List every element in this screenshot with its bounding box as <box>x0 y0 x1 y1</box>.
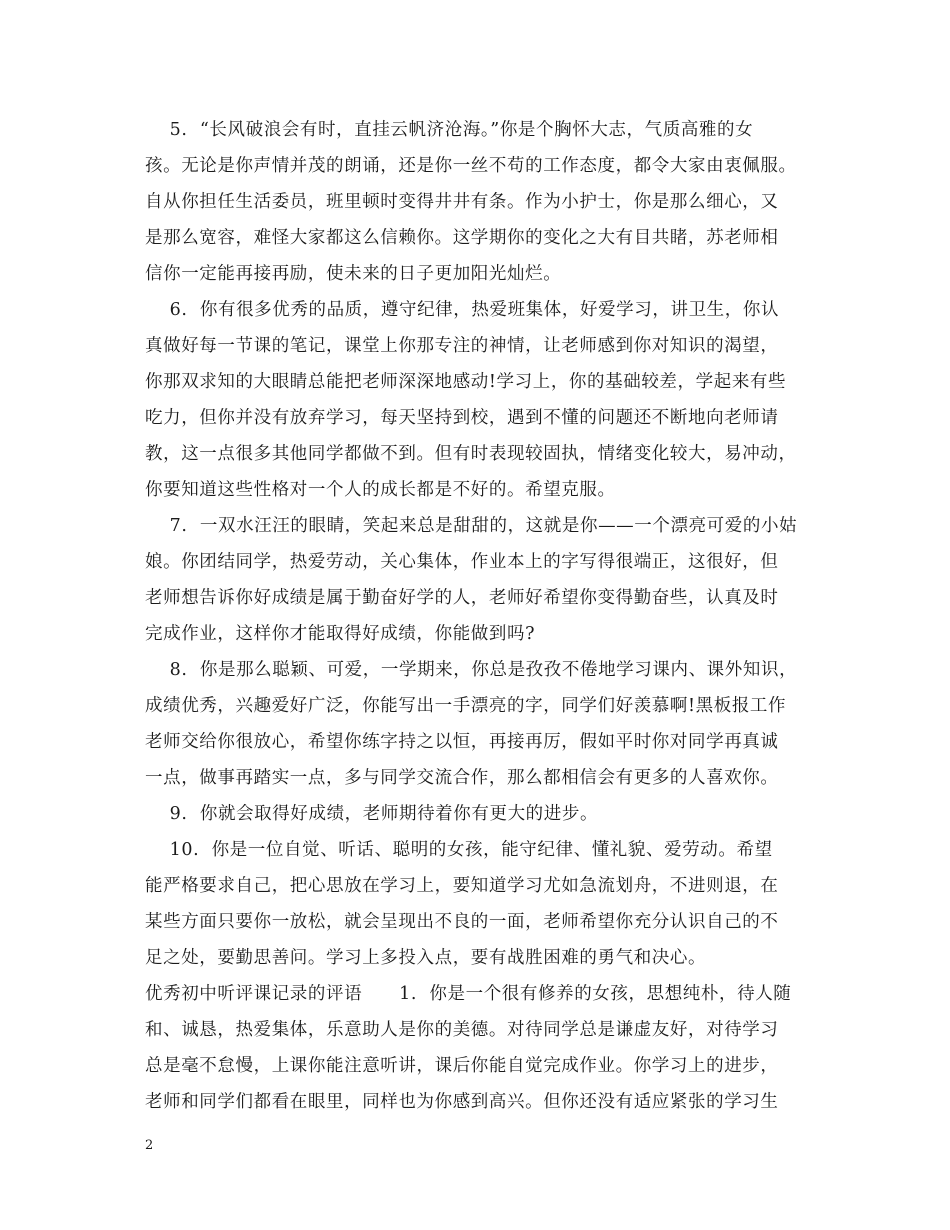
text-line: 6. 你有很多优秀的品质，遵守纪律，热爱班集体，好爱学习，讲卫生，你认 <box>145 300 780 320</box>
text-line: 吃力，但你并没有放弃学习，每天坚持到校，遇到不懂的问题还不断地向老师请 <box>145 408 779 428</box>
text-line: 信你一定能再接再励，使未来的日子更加阳光灿烂。 <box>145 264 562 284</box>
text-line: 老师和同学们都看在眼里，同样也为你感到高兴。但你还没有适应紧张的学习生 <box>145 1092 779 1112</box>
text-line: 8. 你是那么聪颖、可爱，一学期来，你总是孜孜不倦地学习课内、课外知识， <box>145 660 798 680</box>
text-line: 真做好每一节课的笔记，课堂上你那专注的神情，让老师感到你对知识的渴望， <box>145 336 779 356</box>
text-line: 一点，做事再踏实一点，多与同学交流合作，那么都相信会有更多的人喜欢你。 <box>145 768 779 788</box>
text-line: 老师交给你很放心，希望你练字持之以恒，再接再厉，假如平时你对同学再真诚 <box>145 732 779 752</box>
text-line: 自从你担任生活委员，班里顿时变得井井有条。作为小护士，你是那么细心，又 <box>145 192 779 212</box>
text-line: 和、诚恳，热爱集体，乐意助人是你的美德。对待同学总是谦虚友好，对待学习 <box>145 1020 779 1040</box>
text-line: 足之处，要勤思善问。学习上多投入点，要有战胜困难的勇气和决心。 <box>145 948 707 968</box>
page-number: 2 <box>145 1138 154 1153</box>
text-line: 总是毫不怠慢，上课你能注意听讲，课后你能自觉完成作业。你学习上的进步， <box>145 1056 779 1076</box>
text-line: 你那双求知的大眼睛总能把老师深深地感动!学习上，你的基础较差，学起来有些 <box>145 372 787 392</box>
text-line: 孩。无论是你声情并茂的朗诵，还是你一丝不苟的工作态度，都令大家由衷佩服。 <box>145 156 797 176</box>
text-line: 10. 你是一位自觉、听话、聪明的女孩，能守纪律、懂礼貌、爱劳动。希望 <box>145 840 773 860</box>
text-line: 是那么宽容，难怪大家都这么信赖你。这学期你的变化之大有目共睹，苏老师相 <box>145 228 779 248</box>
text-line: 7. 一双水汪汪的眼睛，笑起来总是甜甜的，这就是你——一个漂亮可爱的小姑 <box>145 516 798 536</box>
text-line: 老师想告诉你好成绩是属于勤奋好学的人，老师好希望你变得勤奋些，认真及时 <box>145 588 779 608</box>
text-line: 成绩优秀，兴趣爱好广泛，你能写出一手漂亮的字，同学们好羡慕啊!黑板报工作 <box>145 696 787 716</box>
text-line: 教，这一点很多其他同学都做不到。但有时表现较固执，情绪变化较大，易冲动， <box>145 444 797 464</box>
text-line: 能严格要求自己，把心思放在学习上，要知道学习尤如急流划舟，不进则退，在 <box>145 876 779 896</box>
text-line: 完成作业，这样你才能取得好成绩，你能做到吗? <box>145 624 536 644</box>
text-line: 5. “长风破浪会有时，直挂云帆济沧海。”你是个胸怀大志，气质高雅的女 <box>145 120 754 140</box>
text-line: 你要知道这些性格对一个人的成长都是不好的。希望克服。 <box>145 480 616 500</box>
text-line: 优秀初中听评课记录的评语 1. 你是一个很有修养的女孩，思想纯朴，待人随 <box>145 984 792 1004</box>
text-line: 某些方面只要你一放松，就会呈现出不良的一面，老师希望你充分认识自己的不 <box>145 912 779 932</box>
text-line: 娘。你团结同学，热爱劳动，关心集体，作业本上的字写得很端正，这很好，但 <box>145 552 779 572</box>
text-line: 9. 你就会取得好成绩，老师期待着你有更大的进步。 <box>145 804 599 824</box>
